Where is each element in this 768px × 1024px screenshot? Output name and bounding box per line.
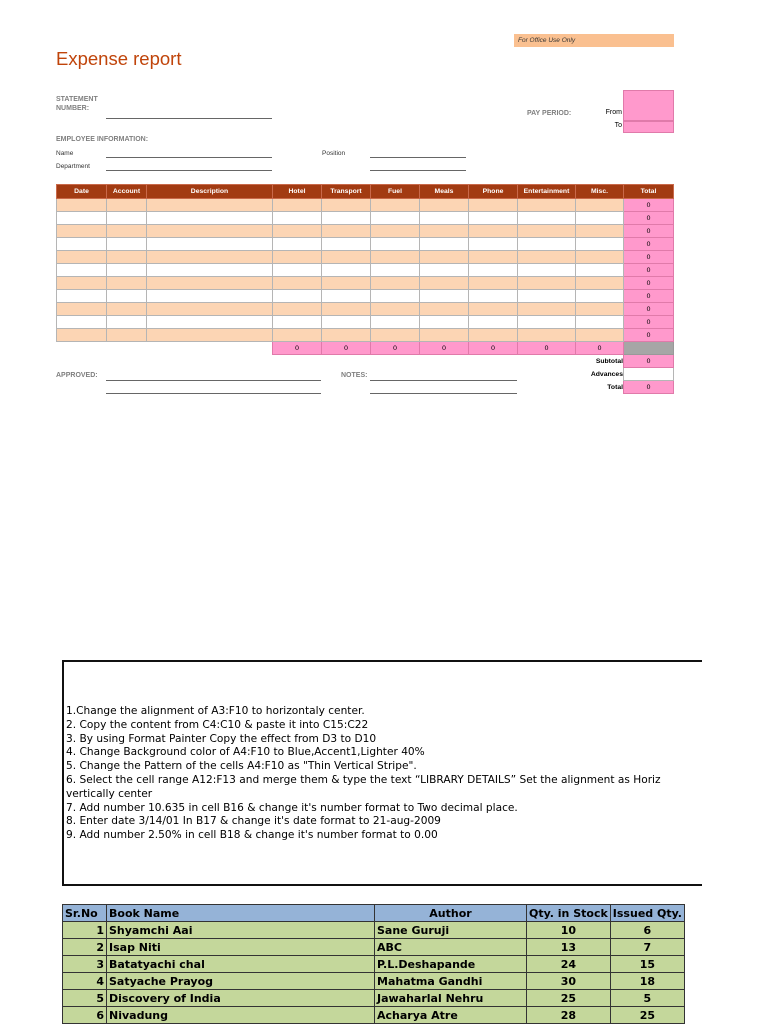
- expense-cell[interactable]: [420, 316, 469, 329]
- library-header-row: [63, 905, 685, 922]
- expense-cell[interactable]: [107, 316, 147, 329]
- expense-cell[interactable]: [57, 238, 107, 251]
- expense-cell[interactable]: [469, 212, 518, 225]
- expense-cell[interactable]: [107, 225, 147, 238]
- expense-cell[interactable]: [518, 238, 576, 251]
- employee-info-label: EMPLOYEE INFORMATION:: [56, 136, 149, 143]
- column-totals-row: [57, 342, 674, 355]
- column-header-entertainment[interactable]: Entertainment: [518, 185, 576, 199]
- expense-cell[interactable]: [107, 290, 147, 303]
- expense-cell[interactable]: [420, 199, 469, 212]
- instruction-line: 4. Change Background color of A4:F10 to Blue,Accent1,Lighter 40%: [66, 746, 425, 759]
- approved-field[interactable]: [106, 380, 321, 381]
- lib-qty-stock[interactable]: 24: [527, 956, 611, 973]
- instruction-line: 2. Copy the content from C4:C10 & paste it into C15:C22: [66, 718, 369, 731]
- expense-cell[interactable]: [518, 329, 576, 342]
- expense-cell[interactable]: [273, 277, 322, 290]
- row-total: 0: [624, 290, 674, 303]
- lib-book-name[interactable]: Discovery of India: [107, 990, 375, 1007]
- row-total: 0: [624, 264, 674, 277]
- expense-cell[interactable]: [57, 277, 107, 290]
- expense-cell[interactable]: [420, 264, 469, 277]
- expense-cell[interactable]: [57, 303, 107, 316]
- expense-cell[interactable]: [107, 212, 147, 225]
- expense-cell[interactable]: [107, 251, 147, 264]
- expense-cell[interactable]: [518, 212, 576, 225]
- expense-cell[interactable]: [273, 316, 322, 329]
- expense-row: [57, 199, 674, 212]
- expense-cell[interactable]: [371, 251, 420, 264]
- instruction-line: 1.Change the alignment of A3:F10 to horizontaly center.: [66, 705, 365, 717]
- row-total: 0: [624, 316, 674, 329]
- expense-cell[interactable]: [371, 212, 420, 225]
- expense-cell[interactable]: [147, 277, 273, 290]
- column-header-hotel[interactable]: Hotel: [273, 185, 322, 199]
- lib-header-qty-stock[interactable]: Qty. in Stock: [527, 905, 611, 922]
- lib-book-name[interactable]: Nivadung: [107, 1007, 375, 1024]
- expense-cell[interactable]: [576, 251, 624, 264]
- page-title: Expense report: [56, 48, 182, 69]
- expense-cell[interactable]: [147, 290, 273, 303]
- expense-cell[interactable]: [147, 251, 273, 264]
- expense-cell[interactable]: [518, 225, 576, 238]
- lib-author[interactable]: Jawaharlal Nehru: [375, 990, 527, 1007]
- statement-number-label: STATEMENT NUMBER:: [56, 96, 98, 112]
- lib-issued-qty[interactable]: 5: [610, 990, 684, 1007]
- lib-header-issued-qty[interactable]: Issued Qty.: [610, 905, 684, 922]
- meals-total: 0: [420, 342, 469, 355]
- expense-cell[interactable]: [147, 212, 273, 225]
- expense-cell[interactable]: [57, 316, 107, 329]
- expense-cell[interactable]: [322, 316, 371, 329]
- advances-label: Advances: [590, 370, 623, 378]
- expense-cell[interactable]: [273, 264, 322, 277]
- instruction-line: 3. By using Format Painter Copy the effect from D3 to D10: [66, 732, 377, 745]
- expense-cell[interactable]: [322, 303, 371, 316]
- expense-cell[interactable]: [322, 225, 371, 238]
- expense-row: [57, 329, 674, 342]
- expense-cell[interactable]: [469, 225, 518, 238]
- expense-cell[interactable]: [147, 238, 273, 251]
- column-header-date[interactable]: Date: [57, 185, 107, 199]
- expense-cell[interactable]: [518, 199, 576, 212]
- lib-srno[interactable]: 1: [63, 922, 107, 939]
- expense-cell[interactable]: [576, 238, 624, 251]
- notes-field[interactable]: [370, 380, 517, 381]
- expense-cell[interactable]: [147, 303, 273, 316]
- expense-row: [57, 238, 674, 251]
- lib-book-name[interactable]: Batatyachi chal: [107, 956, 375, 973]
- expense-cell[interactable]: [273, 238, 322, 251]
- expense-cell[interactable]: [469, 277, 518, 290]
- notes-field-2[interactable]: [370, 393, 517, 394]
- instruction-line: 9. Add number 2.50% in cell B18 & change it's number format to 0.00: [66, 829, 438, 842]
- expense-cell[interactable]: [57, 290, 107, 303]
- expense-cell[interactable]: [469, 316, 518, 329]
- from-label: From: [605, 109, 622, 116]
- to-date-field[interactable]: [623, 121, 674, 133]
- lib-book-name[interactable]: Isap Niti: [107, 939, 375, 956]
- expense-row: [57, 303, 674, 316]
- expense-cell[interactable]: [322, 251, 371, 264]
- lib-issued-qty[interactable]: 25: [610, 1007, 684, 1024]
- expense-cell[interactable]: [469, 290, 518, 303]
- column-header-phone[interactable]: Phone: [469, 185, 518, 199]
- name-label: Name: [56, 150, 74, 157]
- expense-cell[interactable]: [420, 277, 469, 290]
- row-total: 0: [624, 251, 674, 264]
- expense-cell[interactable]: [107, 199, 147, 212]
- column-header-account[interactable]: Account: [107, 185, 147, 199]
- lib-author[interactable]: P.L.Deshapande: [375, 956, 527, 973]
- expense-cell[interactable]: [57, 212, 107, 225]
- approved-label: APPROVED:: [56, 372, 98, 379]
- lib-qty-stock[interactable]: 13: [527, 939, 611, 956]
- lib-author[interactable]: ABC: [375, 939, 527, 956]
- expense-cell[interactable]: [371, 225, 420, 238]
- expense-cell[interactable]: [147, 225, 273, 238]
- lib-qty-stock[interactable]: 10: [527, 922, 611, 939]
- expense-cell[interactable]: [371, 329, 420, 342]
- expense-cell[interactable]: [371, 264, 420, 277]
- library-table: [62, 904, 685, 1024]
- lib-book-name[interactable]: Shyamchi Aai: [107, 922, 375, 939]
- expense-cell[interactable]: [107, 264, 147, 277]
- lib-author[interactable]: Mahatma Gandhi: [375, 973, 527, 990]
- expense-cell[interactable]: [57, 329, 107, 342]
- expense-cell[interactable]: [273, 329, 322, 342]
- expense-cell[interactable]: [273, 303, 322, 316]
- expense-cell[interactable]: [576, 225, 624, 238]
- expense-cell[interactable]: [469, 264, 518, 277]
- expense-cell[interactable]: [469, 199, 518, 212]
- expense-cell[interactable]: [420, 303, 469, 316]
- lib-srno[interactable]: 5: [63, 990, 107, 1007]
- expense-cell[interactable]: [469, 251, 518, 264]
- expense-cell[interactable]: [322, 329, 371, 342]
- lib-srno[interactable]: 3: [63, 956, 107, 973]
- expense-cell[interactable]: [518, 264, 576, 277]
- instructions-box: [62, 660, 702, 886]
- expense-cell[interactable]: [576, 329, 624, 342]
- expense-cell[interactable]: [469, 329, 518, 342]
- expense-cell[interactable]: [322, 277, 371, 290]
- expense-cell[interactable]: [147, 264, 273, 277]
- from-date-field[interactable]: [623, 90, 674, 121]
- column-header-fuel[interactable]: Fuel: [371, 185, 420, 199]
- library-row: [63, 1007, 685, 1024]
- library-row: [63, 956, 685, 973]
- expense-cell[interactable]: [371, 277, 420, 290]
- expense-row: [57, 212, 674, 225]
- notes-label: NOTES:: [341, 372, 368, 379]
- expense-cell[interactable]: [371, 199, 420, 212]
- library-row: [63, 973, 685, 990]
- expense-cell[interactable]: [273, 225, 322, 238]
- expense-cell[interactable]: [107, 303, 147, 316]
- expense-cell[interactable]: [469, 238, 518, 251]
- expense-cell[interactable]: [576, 212, 624, 225]
- expense-cell[interactable]: [420, 290, 469, 303]
- expense-cell[interactable]: [147, 329, 273, 342]
- expense-cell[interactable]: [576, 290, 624, 303]
- expense-cell[interactable]: [518, 303, 576, 316]
- expense-cell[interactable]: [107, 238, 147, 251]
- lib-header-book-name[interactable]: Book Name: [107, 905, 375, 922]
- fuel-total: 0: [371, 342, 420, 355]
- expense-cell[interactable]: [420, 251, 469, 264]
- expense-cell[interactable]: [576, 199, 624, 212]
- instruction-line: 6. Select the cell range A12:F13 and merge them & type the text “LIBRARY DETAILS” Set the alignment as Horiz: [66, 773, 661, 786]
- expense-cell[interactable]: [518, 316, 576, 329]
- expense-cell[interactable]: [518, 277, 576, 290]
- expense-cell[interactable]: [576, 264, 624, 277]
- lib-header-srno[interactable]: Sr.No: [63, 905, 107, 922]
- expense-cell[interactable]: [420, 225, 469, 238]
- position-field-2[interactable]: [370, 170, 466, 171]
- misc-total: 0: [576, 342, 624, 355]
- expense-cell[interactable]: [518, 290, 576, 303]
- expense-row: [57, 277, 674, 290]
- phone-total: 0: [469, 342, 518, 355]
- expense-cell[interactable]: [322, 264, 371, 277]
- approved-field-2[interactable]: [106, 393, 321, 394]
- entertainment-total: 0: [518, 342, 576, 355]
- instruction-line: vertically center: [66, 787, 153, 800]
- expense-cell[interactable]: [420, 238, 469, 251]
- expense-row: [57, 251, 674, 264]
- total-value: 0: [624, 381, 674, 394]
- row-total: 0: [624, 329, 674, 342]
- column-header-meals[interactable]: Meals: [420, 185, 469, 199]
- row-total: 0: [624, 212, 674, 225]
- lib-srno[interactable]: 4: [63, 973, 107, 990]
- hotel-total: 0: [273, 342, 322, 355]
- lib-qty-stock[interactable]: 30: [527, 973, 611, 990]
- position-field[interactable]: [370, 157, 466, 158]
- department-field[interactable]: [106, 170, 272, 171]
- lib-author[interactable]: Acharya Atre: [375, 1007, 527, 1024]
- transport-total: 0: [322, 342, 371, 355]
- row-total: 0: [624, 199, 674, 212]
- expense-cell[interactable]: [420, 329, 469, 342]
- expense-row: [57, 290, 674, 303]
- row-total: 0: [624, 277, 674, 290]
- lib-issued-qty[interactable]: 7: [610, 939, 684, 956]
- lib-issued-qty[interactable]: 15: [610, 956, 684, 973]
- column-header-total[interactable]: Total: [624, 185, 674, 199]
- name-field[interactable]: [106, 157, 272, 158]
- statement-number-field[interactable]: [106, 118, 272, 119]
- instructions-list: [66, 705, 706, 843]
- expense-cell[interactable]: [322, 212, 371, 225]
- lib-srno[interactable]: 6: [63, 1007, 107, 1024]
- library-row: [63, 990, 685, 1007]
- expense-cell[interactable]: [273, 290, 322, 303]
- expense-cell[interactable]: [518, 251, 576, 264]
- expense-cell[interactable]: [57, 251, 107, 264]
- lib-book-name[interactable]: Satyache Prayog: [107, 973, 375, 990]
- instruction-line: 7. Add number 10.635 in cell B16 & change it's number format to Two decimal place.: [66, 801, 518, 814]
- subtotal-value: 0: [624, 355, 674, 368]
- lib-qty-stock[interactable]: 25: [527, 990, 611, 1007]
- column-header-description[interactable]: Description: [147, 185, 273, 199]
- expense-cell[interactable]: [576, 316, 624, 329]
- expense-cell[interactable]: [273, 251, 322, 264]
- expense-cell[interactable]: [147, 316, 273, 329]
- subtotal-label: Subtotal: [595, 357, 623, 365]
- department-label: Department: [56, 163, 90, 170]
- to-label: To: [614, 122, 622, 129]
- expense-cell[interactable]: [57, 264, 107, 277]
- expense-row: [57, 316, 674, 329]
- expense-cell[interactable]: [273, 212, 322, 225]
- expense-cell[interactable]: [322, 238, 371, 251]
- expense-cell[interactable]: [273, 199, 322, 212]
- pay-period-label: PAY PERIOD:: [527, 110, 572, 117]
- lib-author[interactable]: Sane Guruji: [375, 922, 527, 939]
- expense-cell[interactable]: [371, 290, 420, 303]
- lib-issued-qty[interactable]: 18: [610, 973, 684, 990]
- total-label: Total: [607, 383, 623, 391]
- expense-row: [57, 264, 674, 277]
- office-use-note: For Office Use Only: [514, 34, 674, 47]
- advances-field[interactable]: [624, 368, 674, 381]
- column-header-transport[interactable]: Transport: [322, 185, 371, 199]
- expense-cell[interactable]: [576, 277, 624, 290]
- expense-cell[interactable]: [576, 303, 624, 316]
- instruction-line: 5. Change the Pattern of the cells A4:F10 as "Thin Vertical Stripe".: [66, 760, 417, 773]
- expense-cell[interactable]: [322, 199, 371, 212]
- expense-cell[interactable]: [57, 199, 107, 212]
- library-row: [63, 922, 685, 939]
- expense-cell[interactable]: [107, 277, 147, 290]
- row-total: 0: [624, 303, 674, 316]
- expense-cell[interactable]: [147, 199, 273, 212]
- expense-cell[interactable]: [371, 316, 420, 329]
- library-row: [63, 939, 685, 956]
- expense-cell[interactable]: [322, 290, 371, 303]
- expense-cell[interactable]: [371, 238, 420, 251]
- row-total: 0: [624, 238, 674, 251]
- expense-cell[interactable]: [57, 225, 107, 238]
- expense-row: [57, 225, 674, 238]
- row-total: 0: [624, 225, 674, 238]
- lib-header-author[interactable]: Author: [375, 905, 527, 922]
- expense-cell[interactable]: [107, 329, 147, 342]
- expense-cell[interactable]: [469, 303, 518, 316]
- column-header-misc[interactable]: Misc.: [576, 185, 624, 199]
- expense-cell[interactable]: [371, 303, 420, 316]
- lib-issued-qty[interactable]: 6: [610, 922, 684, 939]
- grand-total-empty: [624, 342, 674, 355]
- lib-srno[interactable]: 2: [63, 939, 107, 956]
- expense-cell[interactable]: [420, 212, 469, 225]
- expense-table: [56, 184, 674, 394]
- lib-qty-stock[interactable]: 28: [527, 1007, 611, 1024]
- instruction-line: 8. Enter date 3/14/01 In B17 & change it's date format to 21-aug-2009: [66, 815, 441, 828]
- position-label: Position: [322, 150, 346, 157]
